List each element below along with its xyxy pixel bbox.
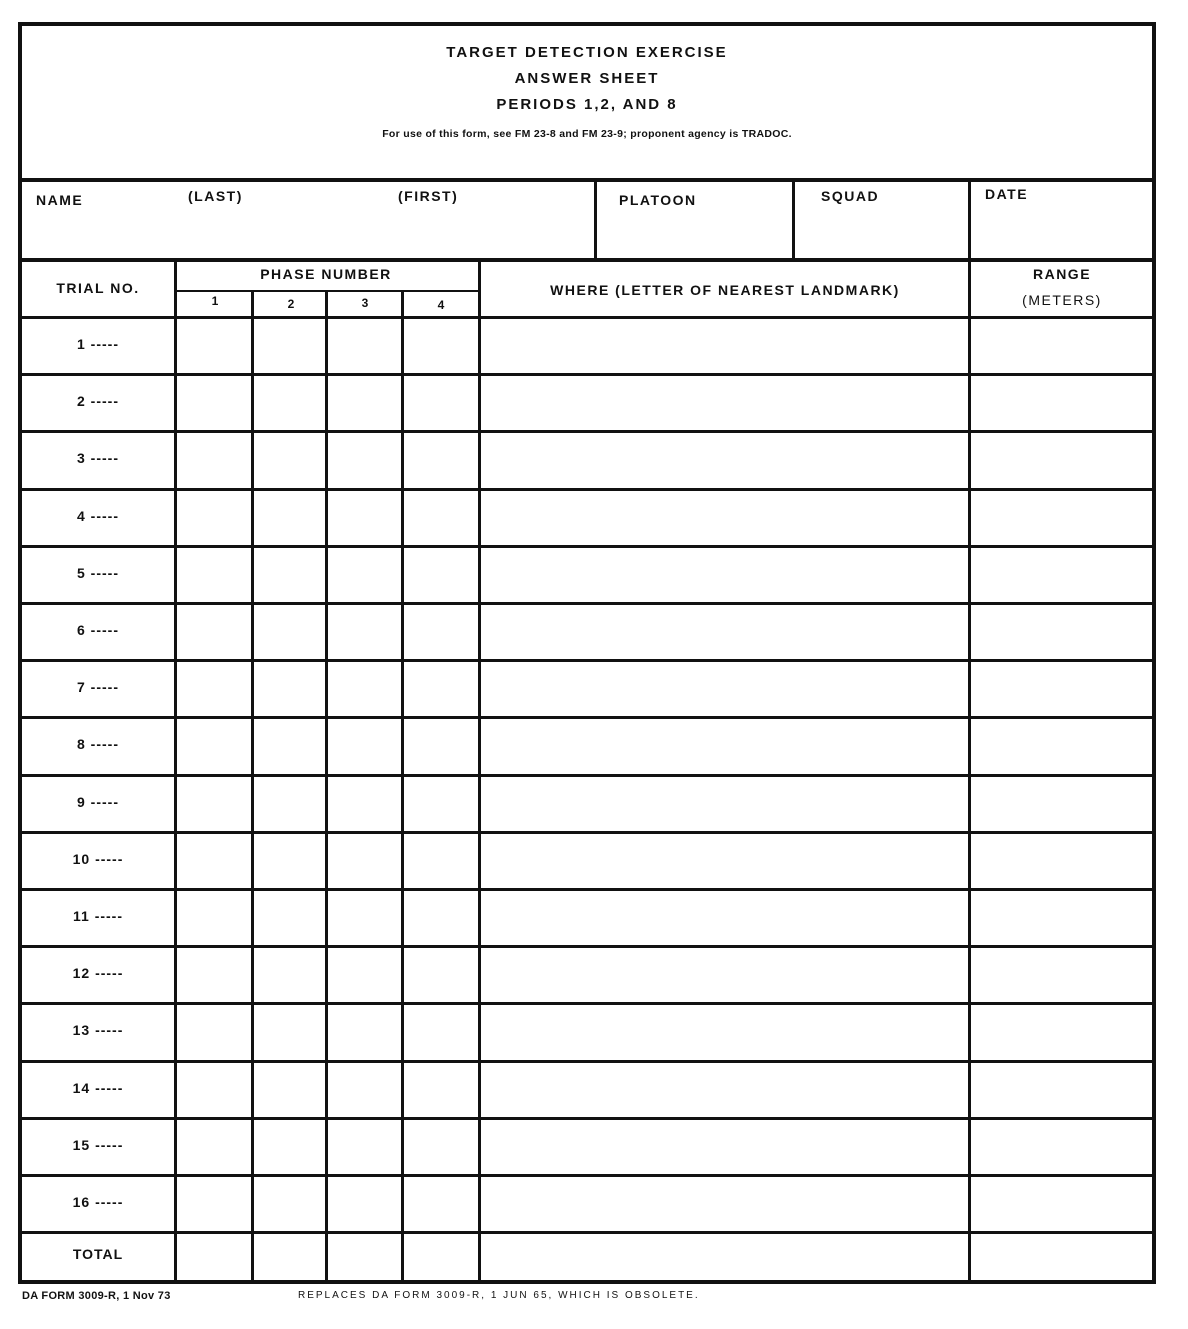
grid-line <box>478 258 481 1284</box>
form-subtitle: ANSWER SHEET <box>514 70 660 87</box>
trial-number-15: 15 ----- <box>72 1136 124 1153</box>
squad-field[interactable] <box>795 182 971 258</box>
grid-line <box>22 1174 1152 1177</box>
grid-line <box>22 545 1152 548</box>
trial-number-12: 12 ----- <box>72 965 124 982</box>
total-label: TOTAL <box>72 1246 124 1262</box>
trial-number-1: 1 ----- <box>77 336 119 352</box>
grid-line <box>22 659 1152 662</box>
grid-line <box>401 290 404 1284</box>
squad-label: SQUAD <box>821 188 880 204</box>
phase-4-header: 4 <box>437 298 445 312</box>
form-usage-note: For use of this form, see FM 23-8 and FM 23-9; proponent agency is TRADOC. <box>382 128 792 140</box>
grid-line <box>325 290 328 1284</box>
range-units-header: (METERS) <box>1022 292 1102 308</box>
form-title: TARGET DETECTION EXERCISE <box>446 44 728 61</box>
grid-line <box>22 774 1152 777</box>
trial-number-4: 4 ----- <box>77 507 119 524</box>
form-title-block <box>22 26 1152 182</box>
trial-no-header: TRIAL NO. <box>56 280 140 296</box>
trial-number-2: 2 ----- <box>77 393 119 410</box>
trial-number-13: 13 ----- <box>72 1022 124 1039</box>
trial-number-6: 6 ----- <box>77 622 119 638</box>
trial-number-3: 3 ----- <box>77 450 119 467</box>
grid-line <box>22 488 1152 491</box>
range-header: RANGE <box>1032 266 1092 282</box>
platoon-label: PLATOON <box>619 192 697 208</box>
replaces-note: REPLACES DA FORM 3009-R, 1 JUN 65, WHICH IS OBSOLETE. <box>298 1290 700 1301</box>
grid-line <box>22 888 1152 891</box>
trial-number-8: 8 ----- <box>77 736 119 753</box>
form-footer <box>22 1290 700 1302</box>
identification-row <box>22 182 1152 262</box>
grid-line <box>22 1002 1152 1005</box>
answer-sheet-form <box>18 22 1156 1284</box>
grid-line <box>22 1060 1152 1063</box>
grid-line <box>22 602 1152 605</box>
grid-line <box>22 430 1152 433</box>
grid-line <box>174 258 177 1284</box>
first-name-label: (FIRST) <box>398 188 459 204</box>
phase-number-header: PHASE NUMBER <box>260 266 392 282</box>
trial-number-7: 7 ----- <box>77 679 119 696</box>
trial-number-11: 11 ----- <box>73 908 123 924</box>
grid-line <box>251 290 254 1284</box>
trial-number-9: 9 ----- <box>77 793 119 810</box>
name-field[interactable] <box>22 182 597 258</box>
trial-number-10: 10 ----- <box>72 850 124 867</box>
name-label: NAME <box>36 192 84 208</box>
where-header: WHERE (LETTER OF NEAREST LANDMARK) <box>550 282 900 298</box>
trial-number-14: 14 ----- <box>72 1079 124 1096</box>
platoon-field[interactable] <box>597 182 795 258</box>
trial-number-5: 5 ----- <box>77 564 119 581</box>
grid-line <box>22 373 1152 376</box>
grid-line <box>22 1117 1152 1120</box>
grid-line <box>22 316 1152 319</box>
date-label: DATE <box>985 186 1029 202</box>
date-field[interactable] <box>971 182 1152 258</box>
grid-line <box>22 945 1152 948</box>
phase-3-header: 3 <box>361 296 369 310</box>
grid-line <box>968 258 971 1284</box>
grid-line <box>22 831 1152 834</box>
phase-1-header: 1 <box>211 294 219 308</box>
phase-2-header: 2 <box>287 297 295 311</box>
grid-line <box>174 290 478 292</box>
grid-line <box>22 716 1152 719</box>
form-periods: PERIODS 1,2, AND 8 <box>496 96 678 113</box>
last-name-label: (LAST) <box>188 188 243 204</box>
grid-line <box>22 1231 1152 1234</box>
form-number: DA FORM 3009-R, 1 Nov 73 <box>22 1290 171 1302</box>
trial-number-16: 16 ----- <box>72 1194 124 1210</box>
